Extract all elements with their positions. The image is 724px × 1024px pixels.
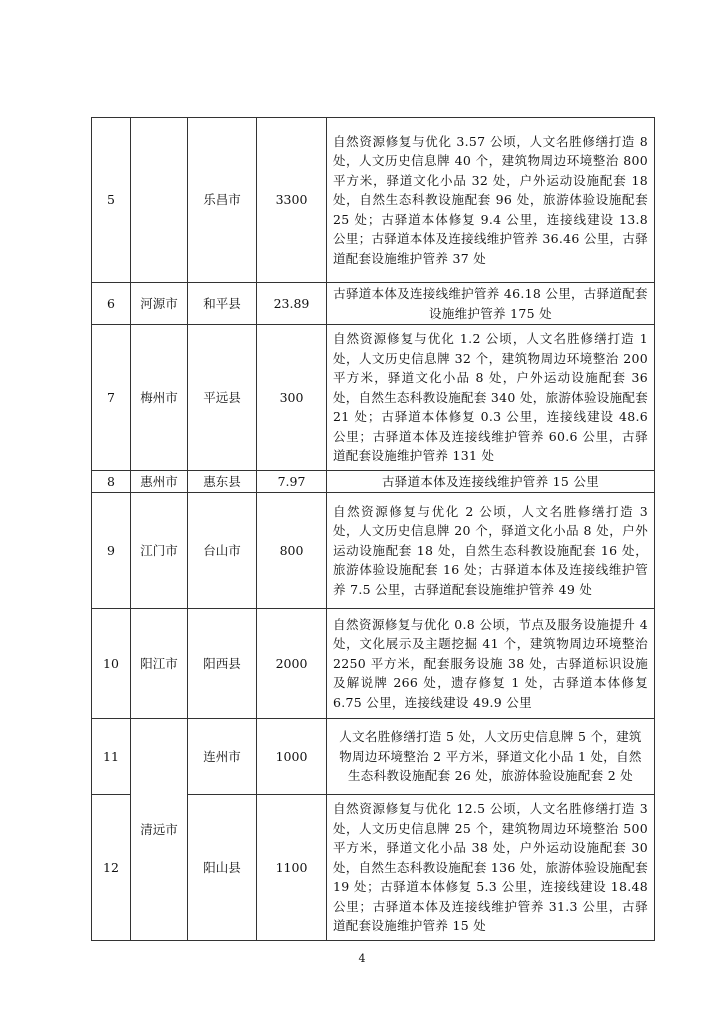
- county-cell: 惠东县: [188, 471, 257, 493]
- description-cell: 古驿道本体及连接线维护管养 15 公里: [327, 471, 655, 493]
- table-row: [92, 325, 655, 471]
- county-cell: 阳西县: [188, 609, 257, 719]
- row-number: 8: [92, 471, 131, 493]
- amount-cell: 7.97: [257, 471, 327, 493]
- row-number: 11: [92, 719, 131, 795]
- amount-cell: 2000: [257, 609, 327, 719]
- county-cell: 平远县: [188, 325, 257, 471]
- city-cell: 梅州市: [131, 325, 188, 471]
- row-number: 9: [92, 493, 131, 609]
- amount-cell: 1100: [257, 795, 327, 941]
- county-cell: 乐昌市: [188, 118, 257, 283]
- row-number: 12: [92, 795, 131, 941]
- project-table: [91, 117, 655, 941]
- amount-cell: 300: [257, 325, 327, 471]
- amount-cell: 800: [257, 493, 327, 609]
- page-number: 4: [358, 952, 366, 965]
- county-cell: 连州市: [188, 719, 257, 795]
- table-row: [92, 471, 655, 493]
- description-cell: 自然资源修复与优化 0.8 公顷，节点及服务设施提升 4 处，文化展示及主题挖掘 41 个，建筑物周边环境整治 2250 平方米，配套服务设施 38 处，古驿道标识设施及解说牌 266 处，遗存修复 1 处，古驿道本体修复 6.75 公里，连接线建设 49.9 公里: [327, 609, 655, 719]
- amount-cell: 3300: [257, 118, 327, 283]
- description-cell: 古驿道本体及连接线维护管养 46.18 公里，古驿道配套设施维护管养 175 处: [327, 283, 655, 325]
- city-cell: 清远市: [131, 719, 188, 941]
- county-cell: 台山市: [188, 493, 257, 609]
- county-cell: 和平县: [188, 283, 257, 325]
- table-row: [92, 719, 655, 795]
- city-cell: 惠州市: [131, 471, 188, 493]
- row-number: 5: [92, 118, 131, 283]
- city-cell: 河源市: [131, 283, 188, 325]
- amount-cell: 1000: [257, 719, 327, 795]
- row-number: 6: [92, 283, 131, 325]
- table-row: [92, 609, 655, 719]
- amount-cell: 23.89: [257, 283, 327, 325]
- row-number: 7: [92, 325, 131, 471]
- table-row: [92, 118, 655, 283]
- description-cell: 自然资源修复与优化 2 公顷，人文名胜修缮打造 3 处，人文历史信息牌 20 个，驿道文化小品 8 处，户外运动设施配套 18 处，自然生态科教设施配套 16 处，旅游体验设施配套 16 处；古驿道本体及连接线维护管养 7.5 公里，古驿道配套设施维护管养 49 处: [327, 493, 655, 609]
- description-cell: 自然资源修复与优化 12.5 公顷，人文名胜修缮打造 3 处，人文历史信息牌 25 个，建筑物周边环境整治 500 平方米，驿道文化小品 38 处，户外运动设施配套 30 处，自然生态科教设施配套 136 处，旅游体验设施配套 19 处；古驿道本体修复 5.3 公里，连接线建设 18.48 公里；古驿道本体及连接线维护管养 31.3 公里，古驿道配套设施维护管养 15 处: [327, 795, 655, 941]
- row-number: 10: [92, 609, 131, 719]
- city-cell: 江门市: [131, 493, 188, 609]
- table-row: [92, 283, 655, 325]
- city-cell: [131, 118, 188, 283]
- description-cell: 自然资源修复与优化 1.2 公顷，人文名胜修缮打造 1 处，人文历史信息牌 32 个，建筑物周边环境整治 200 平方米，驿道文化小品 8 处，户外运动设施配套 36 处，自然生态科教设施配套 340 处，旅游体验设施配套 21 处；古驿道本体修复 0.3 公里，连接线建设 48.6 公里；古驿道本体及连接线维护管养 60.6 公里，古驿道配套设施维护管养 131 处: [327, 325, 655, 471]
- description-cell: 人文名胜修缮打造 5 处，人文历史信息牌 5 个，建筑物周边环境整治 2 平方米，驿道文化小品 1 处，自然生态科教设施配套 26 处，旅游体验设施配套 2 处: [327, 719, 655, 795]
- description-cell: 自然资源修复与优化 3.57 公顷，人文名胜修缮打造 8 处，人文历史信息牌 40 个，建筑物周边环境整治 800 平方米，驿道文化小品 32 处，户外运动设施配套 18 处，自然生态科教设施配套 96 处，旅游体验设施配套 25 处；古驿道本体修复 9.4 公里，连接线建设 13.8 公里；古驿道本体及连接线维护管养 36.46 公里，古驿道配套设施维护管养 37 处: [327, 118, 655, 283]
- table-row: [92, 493, 655, 609]
- city-cell: 阳江市: [131, 609, 188, 719]
- county-cell: 阳山县: [188, 795, 257, 941]
